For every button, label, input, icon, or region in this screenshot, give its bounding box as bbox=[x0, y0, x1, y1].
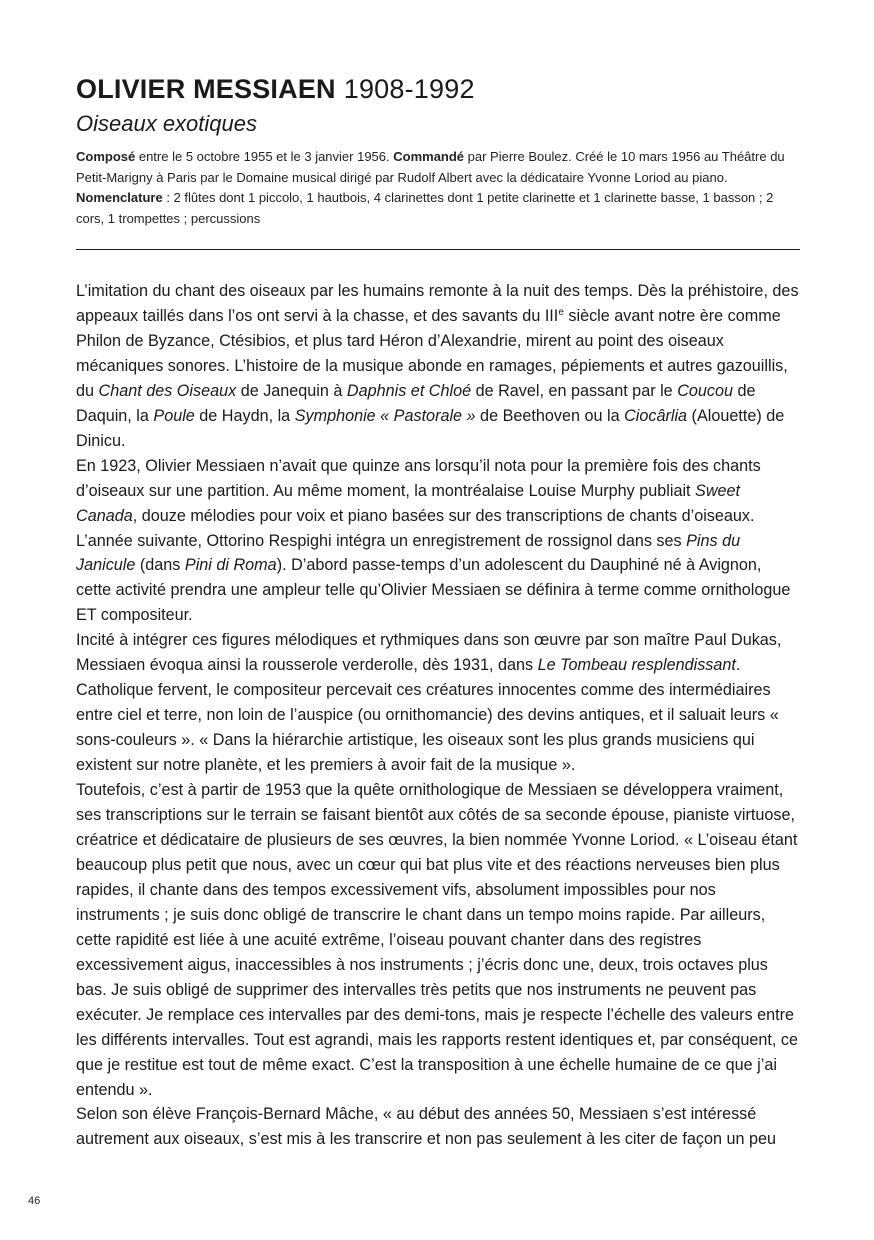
composer-dates: 1908-1992 bbox=[343, 74, 475, 104]
page-content bbox=[76, 72, 800, 1152]
work-reference: Poule bbox=[153, 406, 195, 425]
text-run: . Catholique fervent, le compositeur percevait ces créatures innocentes comme des intermédiaires entre ciel et terre, non loin de l’auspice (ou ornithomancie) des devins antiques, et il saluait leurs « sons-couleurs ». « Dans la hiérarchie artistique, les oiseaux sont les plus grands musiciens qui existent sur notre planète, et les premiers à avoir fait de la musique ». bbox=[76, 656, 779, 775]
text-run: de Beethoven ou la bbox=[475, 406, 625, 425]
work-reference: Daphnis et Chloé bbox=[346, 381, 472, 400]
text-run: En 1923, Olivier Messiaen n’avait que quinze ans lorsqu’il nota pour la première fois des chants d’oiseaux sur une partition. Au même moment, la montréalaise Louise Murphy publiait bbox=[76, 456, 761, 500]
work-reference: Pins du Janicule bbox=[76, 531, 741, 575]
page-number: 46 bbox=[28, 1195, 41, 1207]
page-title bbox=[76, 72, 800, 106]
text-run: de Ravel, en passant par le bbox=[471, 381, 678, 400]
work-details bbox=[76, 147, 800, 229]
text-run: (dans bbox=[135, 556, 185, 575]
paragraph-1 bbox=[76, 279, 800, 454]
text-run: (Alouette) de Dinicu. bbox=[76, 406, 785, 450]
composed-text: entre le 5 octobre 1955 et le 3 janvier 1956. bbox=[135, 149, 394, 164]
work-title: Oiseaux exotiques bbox=[76, 111, 257, 136]
divider bbox=[76, 249, 800, 250]
text-run: , douze mélodies pour voix et piano basées sur des transcriptions de chants d’oiseaux. L’année suivante, Ottorino Respighi intégra un enregistrement de rossignol dans ses bbox=[76, 506, 755, 550]
paragraph-2 bbox=[76, 454, 800, 629]
text-run: siècle avant notre ère comme Philon de Byzance, Ctésibios, et plus tard Héron d’Alexandrie, mirent au point des oiseaux mécaniques sonores. L’histoire de la musique abonde en ramages, pépiements et autres gazouillis, du bbox=[76, 306, 788, 400]
article-body bbox=[76, 279, 800, 1152]
work-reference: Le Tombeau resplendissant bbox=[537, 656, 736, 675]
nomenclature-label: Nomenclature bbox=[76, 190, 163, 205]
paragraph-3 bbox=[76, 628, 800, 778]
paragraph-4: Toutefois, c’est à partir de 1953 que la quête ornithologique de Messiaen se développera vraiment, ses transcriptions sur le terrain se faisant bientôt aux côtés de sa seconde épouse, pianiste virtuose, créatrice et dédicataire de plusieurs de ses œuvres, la bien nommée Yvonne Loriod. « L’oiseau étant beaucoup plus petit que nous, avec un cœur qui bat plus vite et des réactions nerveuses bien plus rapides, il chante dans des tempos excessivement vifs, absolument impossibles pour nos instruments ; je suis donc obligé de transcrire le chant dans un tempo moins rapide. Par ailleurs, cette rapidité est liée à une acuité extrême, l’oiseau pouvant chanter dans des registres excessivement aigus, inaccessibles à nos instruments ; j’écris donc une, deux, trois octaves plus bas. Je suis obligé de supprimer des intervalles très petits que nos instruments ne peuvent pas exécuter. Je remplace ces intervalles par des demi-tons, mais je respecte l’échelle des valeurs entre les différents intervalles. Tout est agrandi, mais les rapports restent identiques et, par conséquent, ce que je restitue est tout de même exact. C’est la transposition à une échelle humaine de ce que j’ai entendu ». bbox=[76, 781, 798, 1099]
text-run: de Daquin, la bbox=[76, 381, 756, 425]
nomenclature-text: : 2 flûtes dont 1 piccolo, 1 hautbois, 4 clarinettes dont 1 petite clarinette et 1 clarinette basse, 1 basson ; 2 cors, 1 trompettes ; percussions bbox=[76, 190, 774, 226]
commissioned-text: par Pierre Boulez. Créé le 10 mars 1956 au Théâtre du Petit-Marigny à Paris par le Domaine musical dirigé par Rudolf Albert avec la dédicataire Yvonne Loriod au piano. bbox=[76, 149, 785, 185]
work-reference: Sweet Canada bbox=[76, 481, 741, 525]
text-run: ). D’abord passe-temps d’un adolescent du Dauphiné né à Avignon, cette activité prendra une ampleur telle qu’Olivier Messiaen se définira à terme comme ornithologue ET compositeur. bbox=[76, 556, 791, 625]
work-reference: Pini di Roma bbox=[184, 556, 277, 575]
paragraph-5: Selon son élève François-Bernard Mâche, « au début des années 50, Messiaen s’est intéressé autrement aux oiseaux, s’est mis à les transcrire et non pas seulement à les citer de façon un peu bbox=[76, 1105, 777, 1149]
text-run: L’imitation du chant des oiseaux par les humains remonte à la nuit des temps. Dès la préhistoire, des appeaux taillés dans l’os ont servi à la chasse, et des savants du III bbox=[76, 282, 799, 325]
superscript: e bbox=[558, 306, 564, 318]
work-reference: Coucou bbox=[677, 381, 733, 400]
work-reference: Symphonie « Pastorale » bbox=[294, 406, 476, 425]
text-run: Incité à intégrer ces figures mélodiques et rythmiques dans son œuvre par son maître Paul Dukas, Messiaen évoqua ainsi la rousserole verderolle, dès 1931, dans bbox=[76, 631, 782, 675]
composed-label: Composé bbox=[76, 149, 136, 164]
composer-name: OLIVIER MESSIAEN bbox=[76, 74, 336, 104]
text-run: de Haydn, la bbox=[194, 406, 295, 425]
text-run: de Janequin à bbox=[236, 381, 347, 400]
work-reference: Chant des Oiseaux bbox=[98, 381, 237, 400]
work-reference: Ciocârlia bbox=[624, 406, 688, 425]
commissioned-label: Commandé bbox=[393, 149, 465, 164]
